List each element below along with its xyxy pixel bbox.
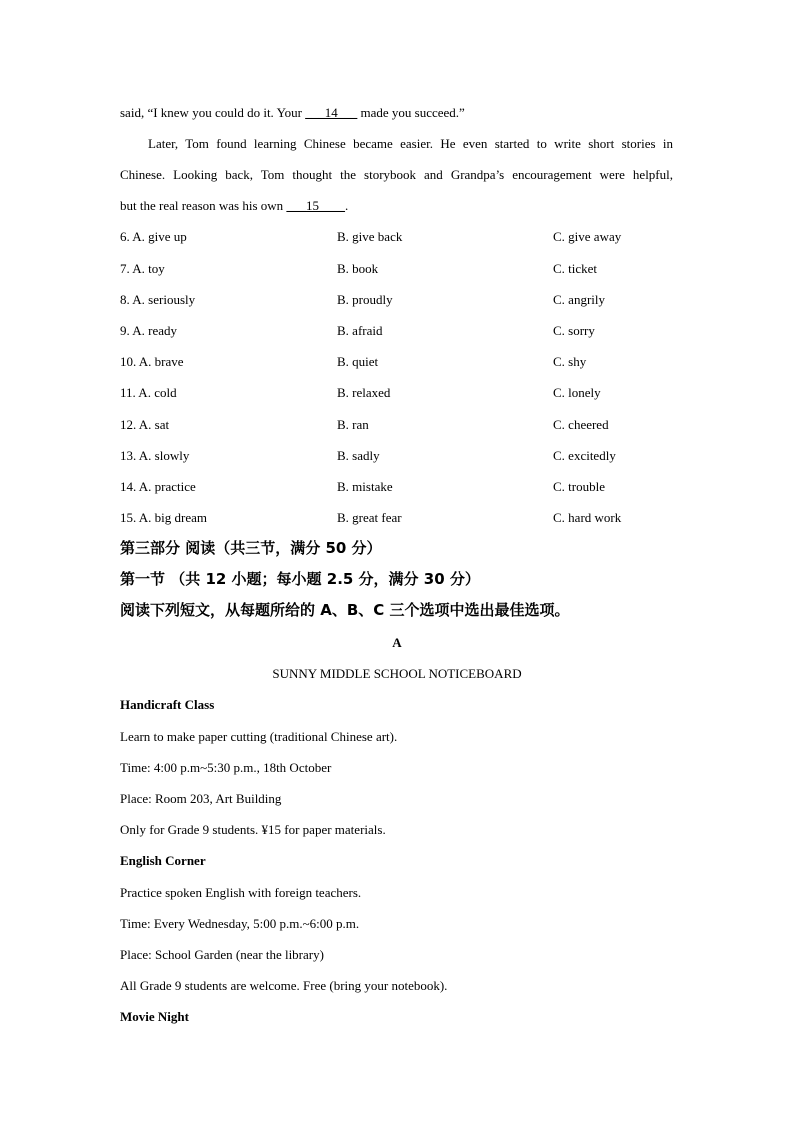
- option-row-10: 10. A. brave B. quiet C. shy: [120, 354, 587, 369]
- passage-letter: A: [392, 635, 402, 650]
- english-corner-description: Practice spoken English with foreign teachers.: [120, 885, 362, 900]
- english-corner-heading: English Corner: [120, 853, 206, 868]
- option-row-13: 13. A. slowly B. sadly C. excitedly: [120, 448, 616, 463]
- section-instruction: 阅读下列短文，从每题所给的 A、B、C 三个选项中选出最佳选项。: [120, 601, 570, 619]
- story-line-2: Later, Tom found learning Chinese became easier. He even started to write short stories in: [148, 136, 673, 151]
- option-row-7: 7. A. toy B. book C. ticket: [120, 261, 598, 276]
- story-line-3: Chinese. Looking back, Tom thought the storybook and Grandpa’s encouragement were helpful,: [120, 167, 673, 182]
- option-row-14: 14. A. practice B. mistake C. trouble: [120, 479, 605, 494]
- option-row-8: 8. A. seriously B. proudly C. angrily: [120, 292, 605, 307]
- option-row-15: 15. A. big dream B. great fear C. hard work: [120, 510, 622, 525]
- blank-14: ___14___: [305, 105, 358, 120]
- option-row-12: 12. A. sat B. ran C. cheered: [120, 417, 609, 432]
- passage-title: SUNNY MIDDLE SCHOOL NOTICEBOARD: [272, 666, 522, 681]
- handicraft-description: Learn to make paper cutting (traditional Chinese art).: [120, 729, 398, 744]
- handicraft-heading: Handicraft Class: [120, 697, 215, 712]
- english-corner-place: Place: School Garden (near the library): [120, 947, 324, 962]
- handicraft-time: Time: 4:00 p.m~5:30 p.m., 18th October: [120, 760, 332, 775]
- option-row-9: 9. A. ready B. afraid C. sorry: [120, 323, 595, 338]
- english-corner-time: Time: Every Wednesday, 5:00 p.m.~6:00 p.m.: [120, 916, 360, 931]
- option-row-11: 11. A. cold B. relaxed C. lonely: [120, 385, 601, 400]
- story-line-4: but the real reason was his own ___15____.: [120, 198, 349, 213]
- movie-night-heading: Movie Night: [120, 1009, 189, 1024]
- option-row-6: 6. A. give up B. give back C. give away: [120, 229, 622, 244]
- english-corner-note: All Grade 9 students are welcome. Free (bring your notebook).: [120, 978, 448, 993]
- handicraft-place: Place: Room 203, Art Building: [120, 791, 282, 806]
- story-line-1: said, “I knew you could do it. Your ___14___ made you succeed.”: [120, 105, 465, 120]
- section-part-title: 第三部分 阅读（共三节，满分 50 分）: [120, 539, 382, 557]
- handicraft-note: Only for Grade 9 students. ¥15 for paper materials.: [120, 822, 386, 837]
- story-paragraph: [120, 97, 673, 221]
- section-sub-title: 第一节 （共 12 小题；每小题 2.5 分，满分 30 分）: [120, 570, 480, 588]
- blank-15: ___15____: [286, 198, 345, 213]
